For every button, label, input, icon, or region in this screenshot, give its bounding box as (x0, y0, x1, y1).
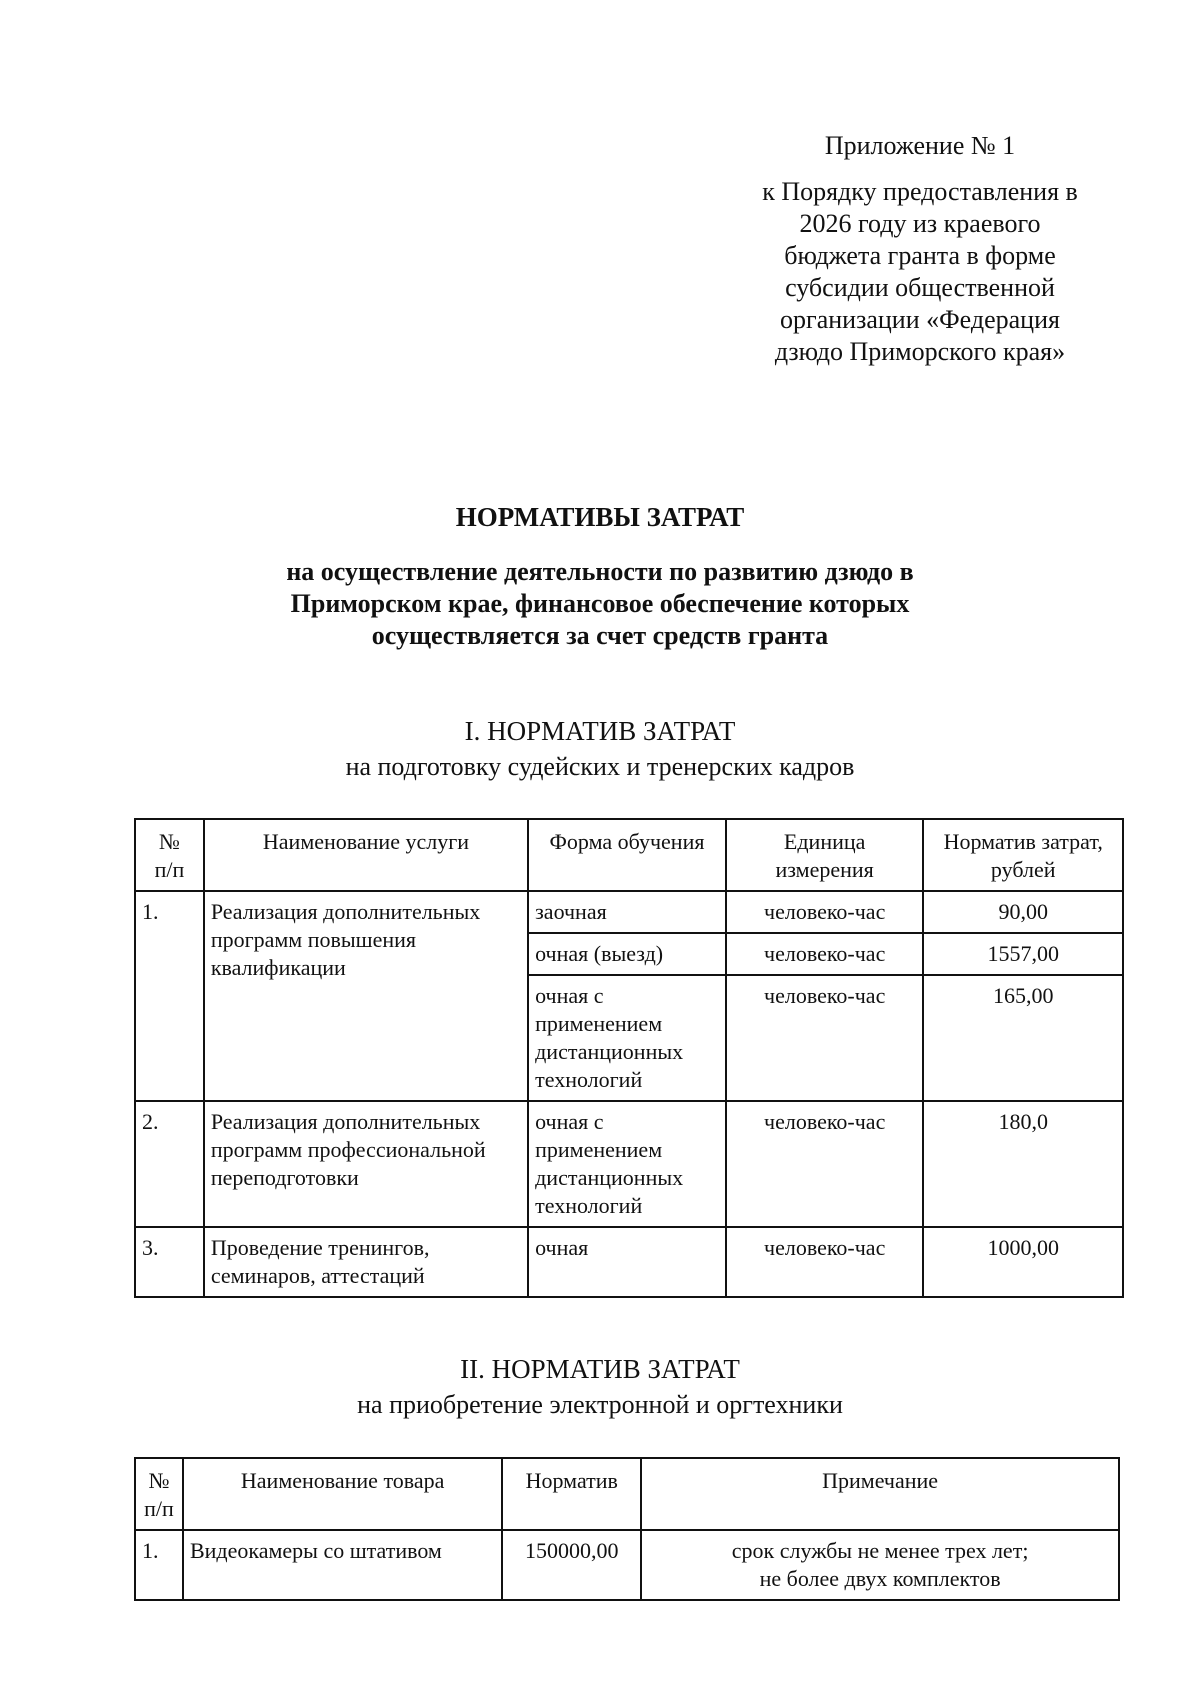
row-number: 2. (135, 1101, 204, 1227)
section1-title: I. НОРМАТИВ ЗАТРАТ (464, 716, 736, 746)
section2-subtitle: на приобретение электронной и оргтехники (357, 1390, 843, 1419)
table-header-row (135, 819, 1123, 891)
row-form: очная (выезд) (528, 933, 726, 975)
table-row (135, 1101, 1123, 1227)
row-number: 1. (135, 891, 204, 1101)
row-cost: 165,00 (923, 975, 1123, 1101)
subtitle-line: Приморском крае, финансовое обеспечение которых (290, 589, 910, 618)
header-cost: Норматив затрат, рублей (923, 819, 1123, 891)
table-row (135, 1530, 1119, 1600)
row-norm: 150000,00 (502, 1530, 641, 1600)
row-cost: 1557,00 (923, 933, 1123, 975)
row-form: очная с применением дистанционных технологий (528, 975, 726, 1101)
row-unit: человеко-час (726, 975, 924, 1101)
appendix-line: дзюдо Приморского края» (774, 337, 1066, 366)
appendix-line: к Порядку предоставления в (762, 177, 1078, 206)
row-service: Проведение тренингов, семинаров, аттестаций (204, 1227, 528, 1297)
appendix-number: Приложение № 1 (824, 131, 1016, 160)
section1-subtitle: на подготовку судейских и тренерских кадров (345, 752, 855, 781)
cost-norms-table-1 (134, 818, 1124, 1298)
row-form: заочная (528, 891, 726, 933)
row-note (641, 1530, 1119, 1600)
subtitle-line: на осуществление деятельности по развитию дзюдо в (286, 557, 914, 586)
row-service: Реализация дополнительных программ повышения квалификации (204, 891, 528, 1101)
row-form: очная с применением дистанционных технологий (528, 1101, 726, 1227)
appendix-line: 2026 году из краевого (799, 209, 1041, 238)
subtitle-line: осуществляется за счет средств гранта (371, 621, 829, 650)
section2-title: II. НОРМАТИВ ЗАТРАТ (460, 1354, 740, 1384)
header-unit: Единица измерения (726, 819, 924, 891)
row-cost: 1000,00 (923, 1227, 1123, 1297)
row-number: 3. (135, 1227, 204, 1297)
note-line: не более двух комплектов (759, 1566, 1001, 1591)
row-unit: человеко-час (726, 933, 924, 975)
header-note: Примечание (641, 1458, 1119, 1530)
header-number: № п/п (135, 1458, 183, 1530)
document-title: НОРМАТИВЫ ЗАТРАТ (455, 502, 745, 532)
header-item: Наименование товара (183, 1458, 502, 1530)
row-cost: 90,00 (923, 891, 1123, 933)
appendix-block (730, 130, 1110, 368)
row-unit: человеко-час (726, 1227, 924, 1297)
row-item: Видеокамеры со штативом (183, 1530, 502, 1600)
appendix-line: бюджета гранта в форме (784, 241, 1056, 270)
row-number: 1. (135, 1530, 183, 1600)
row-form: очная (528, 1227, 726, 1297)
header-form: Форма обучения (528, 819, 726, 891)
cost-norms-table-2 (134, 1457, 1120, 1601)
header-service: Наименование услуги (204, 819, 528, 891)
header-norm: Норматив (502, 1458, 641, 1530)
row-service: Реализация дополнительных программ профессиональной переподготовки (204, 1101, 528, 1227)
appendix-line: субсидии общественной (785, 273, 1055, 302)
document-subtitle (0, 556, 1200, 652)
note-line: срок службы не менее трех лет; (731, 1538, 1029, 1563)
table-row (135, 1227, 1123, 1297)
appendix-line: организации «Федерация (780, 305, 1060, 334)
row-unit: человеко-час (726, 1101, 924, 1227)
row-unit: человеко-час (726, 891, 924, 933)
table-header-row (135, 1458, 1119, 1530)
table-row (135, 891, 1123, 933)
row-cost: 180,0 (923, 1101, 1123, 1227)
header-number: № п/п (135, 819, 204, 891)
